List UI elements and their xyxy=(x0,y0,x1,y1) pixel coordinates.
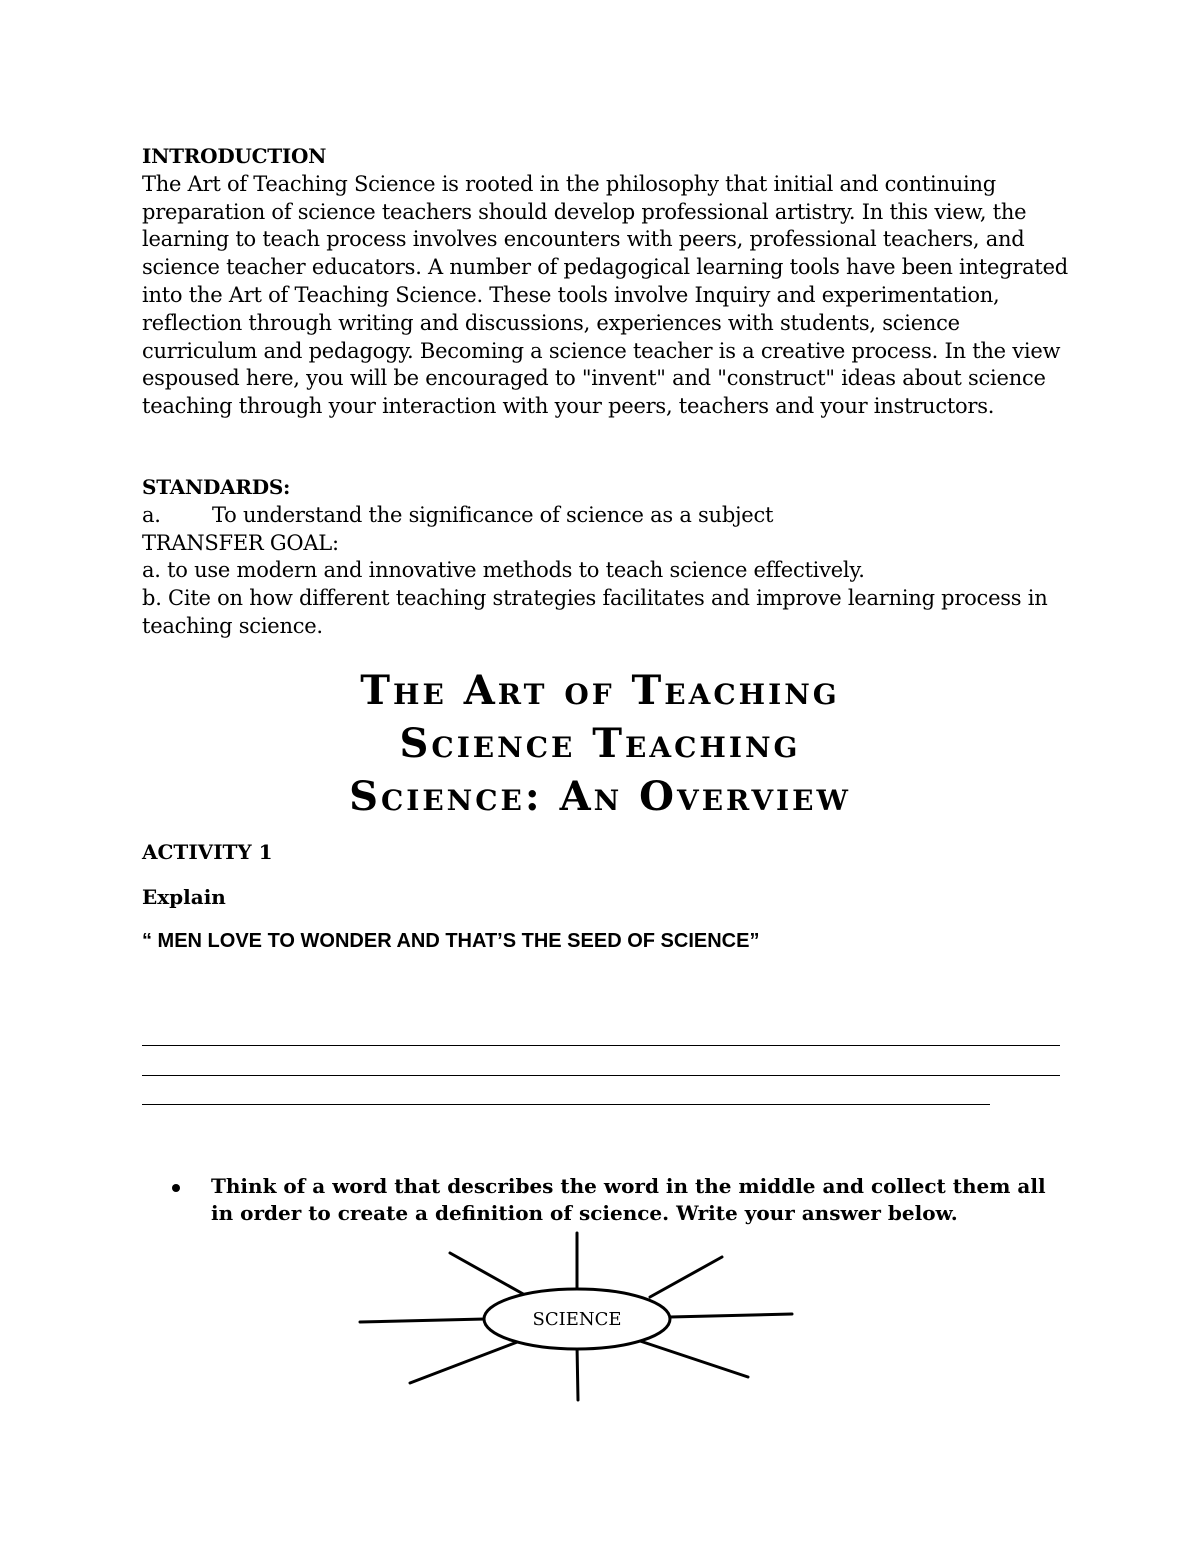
answer-line-3[interactable] xyxy=(142,1104,990,1105)
task-bullet xyxy=(172,1173,1072,1227)
standards-heading: STANDARDS: xyxy=(142,475,291,499)
transfer-goal-a: a. to use modern and innovative methods to teach science effectively. xyxy=(142,558,865,583)
bullet-icon xyxy=(172,1184,180,1192)
title-line-2: Science Teaching xyxy=(399,720,801,767)
spoke-upper-left xyxy=(450,1253,525,1295)
spoke-bottom xyxy=(577,1345,578,1400)
standards-section xyxy=(142,474,1072,641)
activity-quote: “ MEN LOVE TO WONDER AND THAT’S THE SEED OF SCIENCE” xyxy=(142,930,760,952)
title-line-3: Science: An Overview xyxy=(349,773,851,820)
activity-heading: ACTIVITY 1 xyxy=(142,840,273,864)
introduction-heading: INTRODUCTION xyxy=(142,144,327,168)
introduction-section xyxy=(142,143,1072,421)
transfer-goal-b: b. Cite on how different teaching strategies facilitates and improve learning process in teaching science. xyxy=(142,586,1048,638)
standards-item-a xyxy=(142,502,1072,530)
transfer-goal-heading: TRANSFER GOAL: xyxy=(142,530,339,555)
title-line-1: The Art of Teaching xyxy=(360,667,840,714)
standards-item-a-text: To understand the significance of science as a subject xyxy=(212,502,774,527)
introduction-paragraph: The Art of Teaching Science is rooted in the philosophy that initial and continuing preparation of science teachers should develop professional artistry. In this view, the learning to teach process involves encounters with peers, professional teachers, and science teacher educators. A number of pedagogical learning tools have been integrated into the Art of Teaching Science. These tools involve Inquiry and experimentation, reflection through writing and discussions, experiences with students, science curriculum and pedagogy. Becoming a science teacher is a creative process. In the view espoused here, you will be encouraged to "invent" and "construct" ideas about science teaching through your interaction with your peers, teachers and your instructors. xyxy=(142,171,1068,419)
answer-line-1[interactable] xyxy=(142,1045,1060,1046)
spoke-lower-left xyxy=(410,1341,520,1383)
standards-item-a-label: a. xyxy=(142,502,161,527)
science-center-word: SCIENCE xyxy=(532,1309,622,1330)
science-word-web xyxy=(350,1225,810,1410)
activity-instruction: Explain xyxy=(142,885,226,909)
page-title xyxy=(100,664,1100,823)
spoke-lower-right xyxy=(640,1341,748,1377)
spoke-right xyxy=(670,1314,792,1317)
spoke-upper-right xyxy=(650,1257,722,1297)
word-web-svg xyxy=(350,1225,810,1410)
answer-line-2[interactable] xyxy=(142,1075,1060,1076)
task-bullet-text: Think of a word that describes the word in the middle and collect them all in order to create a definition of science. Write your answer below. xyxy=(211,1174,1046,1225)
spoke-left xyxy=(360,1319,485,1322)
